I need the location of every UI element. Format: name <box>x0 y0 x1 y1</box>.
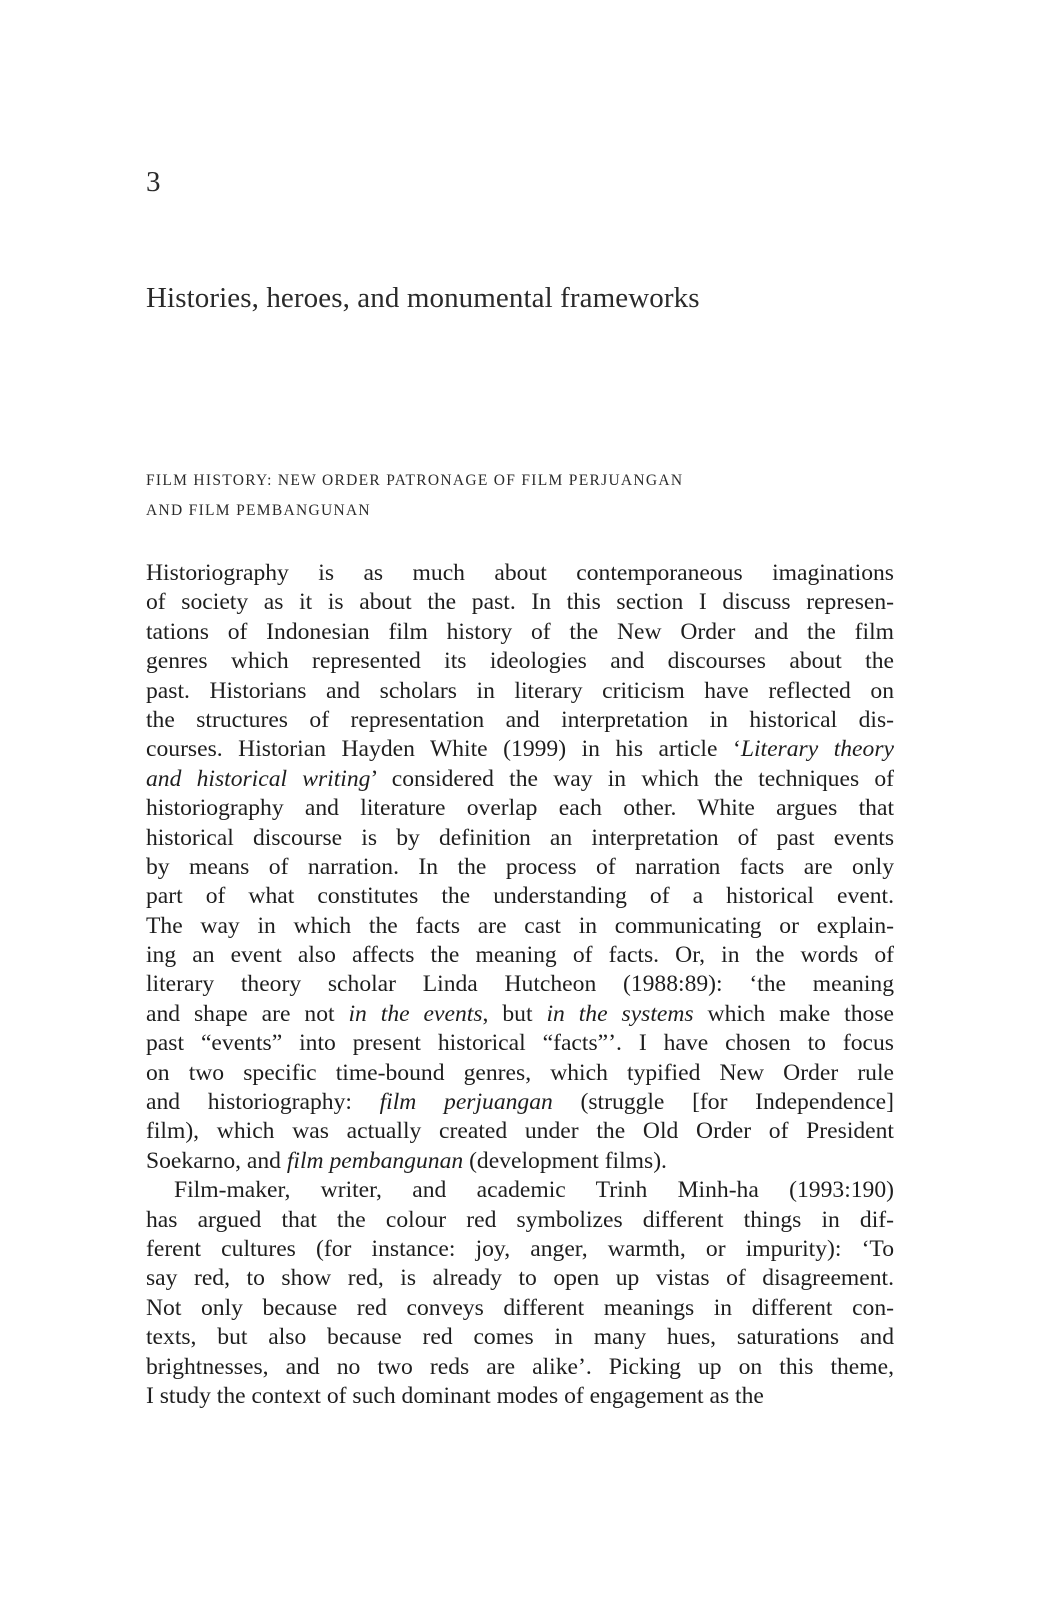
text-line <box>146 1117 894 1146</box>
italic-text: in the systems <box>546 1000 694 1027</box>
text-line <box>146 735 894 764</box>
text-run: (struggle [for Independence] <box>552 1089 894 1116</box>
chapter-number: 3 <box>146 166 161 198</box>
paragraph <box>146 559 894 1176</box>
paragraph <box>146 1176 894 1411</box>
text-run: literary theory scholar Linda Hutcheon (1988:89): ‘the meaning <box>146 971 894 998</box>
text-line <box>146 1088 894 1117</box>
section-heading-line: FILM HISTORY: NEW ORDER PATRONAGE OF FILM PERJUANGAN <box>146 472 684 489</box>
text-line <box>146 1264 894 1293</box>
text-line <box>146 647 894 676</box>
text-line <box>146 588 894 617</box>
text-line <box>146 706 894 735</box>
body-text <box>146 559 894 1411</box>
text-line <box>146 882 894 911</box>
text-run: ing an event also affects the meaning of facts. Or, in the words of <box>146 942 894 969</box>
italic-text: Literary theory <box>740 736 894 763</box>
text-run: Soekarno, and <box>146 1147 287 1174</box>
text-run: on two specific time-bound genres, which typified New Order rule <box>146 1059 894 1086</box>
text-line <box>146 618 894 647</box>
text-run: texts, but also because red comes in many hues, saturations and <box>146 1324 894 1351</box>
text-line <box>146 1176 894 1205</box>
text-line <box>146 941 894 970</box>
text-line <box>146 1206 894 1235</box>
italic-text: and historical writing <box>146 765 371 792</box>
text-line <box>146 794 894 823</box>
text-run: (development films). <box>463 1147 667 1174</box>
text-line <box>146 970 894 999</box>
text-run: tations of Indonesian film history of the New Order and the film <box>146 618 894 645</box>
text-run: brightnesses, and no two reds are alike’. Picking up on this theme, <box>146 1353 894 1380</box>
text-line <box>146 1323 894 1352</box>
text-line <box>146 1294 894 1323</box>
italic-text: film perjuangan <box>379 1089 553 1116</box>
text-run: and historiography: <box>146 1089 380 1116</box>
text-line <box>146 853 894 882</box>
text-run: historical discourse is by definition an interpretation of past events <box>146 824 894 851</box>
text-run: courses. Historian Hayden White (1999) in his article ‘ <box>146 736 741 763</box>
text-run: genres which represented its ideologies and discourses about the <box>146 648 894 675</box>
text-run: historiography and literature overlap each other. White argues that <box>146 795 894 822</box>
text-run: part of what constitutes the understanding of a historical event. <box>146 883 894 910</box>
text-run: Not only because red conveys different meanings in different con- <box>146 1294 894 1321</box>
text-line <box>146 824 894 853</box>
text-run: past “events” into present historical “facts”’. I have chosen to focus <box>146 1030 894 1057</box>
text-run: , but <box>482 1000 547 1027</box>
text-run: Historiography is as much about contemporaneous imaginations <box>146 560 894 586</box>
text-run: I study the context of such dominant modes of engagement as the <box>146 1382 764 1409</box>
text-run: ’ considered the way in which the techniques of <box>370 765 894 792</box>
text-run: say red, to show red, is already to open up vistas of disagreement. <box>146 1265 894 1292</box>
text-run: which make those <box>693 1000 894 1027</box>
text-line <box>146 1382 894 1411</box>
text-line <box>146 765 894 794</box>
text-line <box>146 1353 894 1382</box>
text-run: by means of narration. In the process of narration facts are only <box>146 853 894 880</box>
text-line <box>146 1029 894 1058</box>
text-run: Film-maker, writer, and academic Trinh Minh-ha (1993:190) <box>174 1177 894 1204</box>
chapter-title: Histories, heroes, and monumental frameworks <box>146 282 700 314</box>
text-line <box>146 1147 894 1176</box>
section-heading <box>146 466 906 526</box>
text-run: and shape are not <box>146 1000 349 1027</box>
text-line <box>146 1235 894 1264</box>
text-line <box>146 912 894 941</box>
text-line <box>146 1000 894 1029</box>
text-run: The way in which the facts are cast in communicating or explain- <box>146 912 894 939</box>
text-line <box>146 1059 894 1088</box>
text-run: film), which was actually created under the Old Order of President <box>146 1118 894 1145</box>
italic-text: film pembangunan <box>286 1147 464 1174</box>
section-heading-line: AND FILM PEMBANGUNAN <box>146 502 371 519</box>
text-run: of society as it is about the past. In this section I discuss represen- <box>146 589 894 616</box>
text-run: ferent cultures (for instance: joy, anger, warmth, or impurity): ‘To <box>146 1235 894 1262</box>
text-line <box>146 559 894 588</box>
text-run: has argued that the colour red symbolizes different things in dif- <box>146 1206 894 1233</box>
text-run: past. Historians and scholars in literary criticism have reflected on <box>146 677 894 704</box>
italic-text: in the events <box>348 1000 483 1027</box>
text-line <box>146 677 894 706</box>
text-run: the structures of representation and interpretation in historical dis- <box>146 706 894 733</box>
